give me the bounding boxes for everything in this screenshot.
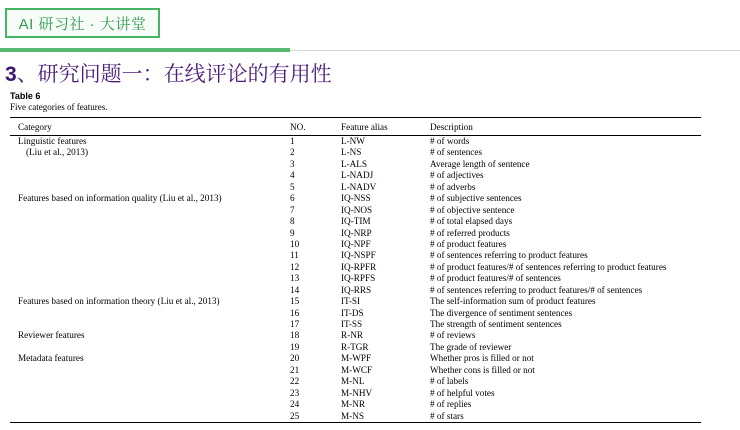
cell-category bbox=[10, 216, 290, 227]
table-row bbox=[10, 170, 701, 181]
page-title-number: 3 bbox=[5, 63, 17, 86]
cell-no: 14 bbox=[290, 284, 300, 295]
column-header-category: Category bbox=[10, 118, 290, 136]
cell-no: 7 bbox=[290, 204, 295, 215]
title-divider-accent bbox=[0, 48, 290, 52]
logo-badge bbox=[5, 8, 160, 38]
cell-description: # of product features/# of sentences referring to product features bbox=[430, 261, 667, 272]
cell-description: # of adjectives bbox=[430, 170, 484, 181]
cell-feature-alias: IQ-NOS bbox=[341, 204, 373, 215]
table-row bbox=[10, 193, 701, 204]
cell-no: 21 bbox=[290, 364, 300, 375]
cell-no: 6 bbox=[290, 193, 295, 204]
cell-feature-alias: IQ-NSPF bbox=[341, 250, 376, 261]
cell-category bbox=[10, 308, 290, 319]
cell-no: 22 bbox=[290, 376, 300, 387]
cell-description: # of helpful votes bbox=[430, 387, 495, 398]
cell-description: # of total elapsed days bbox=[430, 216, 513, 227]
cell-feature-alias: IT-SI bbox=[341, 296, 361, 307]
table-row bbox=[10, 296, 701, 307]
table-row bbox=[10, 159, 701, 170]
cell-category-continuation: (Liu et al., 2013) bbox=[26, 147, 88, 158]
cell-description: # of adverbs bbox=[430, 181, 476, 192]
cell-category bbox=[10, 228, 290, 239]
cell-no: 9 bbox=[290, 227, 295, 238]
table-caption-text: Five categories of features. bbox=[10, 102, 108, 112]
cell-no: 24 bbox=[290, 399, 300, 410]
cell-category bbox=[10, 170, 290, 181]
cell-no: 5 bbox=[290, 181, 295, 192]
cell-feature-alias: L-ALS bbox=[341, 158, 368, 169]
cell-no: 15 bbox=[290, 296, 300, 307]
table-caption bbox=[10, 91, 107, 113]
cell-no: 25 bbox=[290, 411, 341, 423]
page-title bbox=[5, 58, 332, 88]
column-header-no: NO. bbox=[290, 118, 341, 136]
table-row bbox=[10, 342, 701, 353]
cell-feature-alias: L-NADV bbox=[341, 181, 377, 192]
table-row bbox=[10, 136, 701, 148]
cell-feature-alias: M-NR bbox=[341, 399, 365, 410]
cell-feature-alias: L-NS bbox=[341, 147, 362, 158]
cell-feature-alias: IQ-NSS bbox=[341, 193, 371, 204]
table-row bbox=[10, 319, 701, 330]
cell-feature-alias: IT-DS bbox=[341, 307, 364, 318]
table-row bbox=[10, 182, 701, 193]
cell-description: # of reviews bbox=[430, 330, 476, 341]
cell-feature-alias: IQ-TIM bbox=[341, 216, 371, 227]
table-header-row bbox=[10, 118, 701, 136]
cell-category bbox=[10, 285, 290, 296]
table-row bbox=[10, 228, 701, 239]
cell-feature-alias: L-NW bbox=[341, 136, 365, 146]
table-row bbox=[10, 388, 701, 399]
table-row bbox=[10, 365, 701, 376]
cell-category: Reviewer features bbox=[18, 330, 85, 341]
table-label: Table 6 bbox=[10, 91, 41, 101]
cell-no: 20 bbox=[290, 353, 300, 364]
title-divider bbox=[0, 48, 740, 54]
cell-no: 23 bbox=[290, 387, 300, 398]
title-divider-line bbox=[290, 50, 740, 51]
cell-feature-alias: M-NHV bbox=[341, 387, 373, 398]
table-row bbox=[10, 308, 701, 319]
cell-no: 1 bbox=[290, 136, 295, 146]
cell-no: 18 bbox=[290, 330, 300, 341]
cell-category bbox=[10, 205, 290, 216]
cell-description: # of sentences referring to product features/# of sentences bbox=[430, 284, 643, 295]
table-row bbox=[10, 376, 701, 387]
table-row bbox=[10, 147, 701, 158]
cell-no: 16 bbox=[290, 307, 300, 318]
cell-category bbox=[10, 388, 290, 399]
cell-description: Whether pros is filled or not bbox=[430, 353, 534, 364]
table-row bbox=[10, 353, 701, 364]
cell-feature-alias: IQ-RPFS bbox=[341, 273, 376, 284]
cell-feature-alias: L-NADJ bbox=[341, 170, 374, 181]
cell-category bbox=[10, 250, 290, 261]
table-row bbox=[10, 239, 701, 250]
cell-no: 8 bbox=[290, 216, 295, 227]
cell-description: The self-information sum of product features bbox=[430, 296, 596, 307]
cell-category: Metadata features bbox=[18, 353, 84, 364]
table-body bbox=[10, 136, 701, 423]
cell-category bbox=[10, 342, 290, 353]
cell-description: # of product features/# of sentences bbox=[430, 273, 561, 284]
cell-no: 10 bbox=[290, 238, 300, 249]
cell-category bbox=[10, 365, 290, 376]
table-row bbox=[10, 330, 701, 341]
logo-text: AI 研习社 · 大讲堂 bbox=[18, 15, 147, 33]
cell-category: Linguistic features bbox=[18, 136, 87, 146]
table-row bbox=[10, 273, 701, 284]
cell-category bbox=[10, 262, 290, 273]
cell-description: # of labels bbox=[430, 376, 469, 387]
cell-description: The grade of reviewer bbox=[430, 341, 512, 352]
cell-feature-alias: IQ-NRP bbox=[341, 227, 372, 238]
cell-description: # of sentences referring to product features bbox=[430, 250, 588, 261]
cell-feature-alias: IT-SS bbox=[341, 319, 363, 329]
cell-description: # of sentences bbox=[430, 147, 483, 158]
cell-description: # of replies bbox=[430, 399, 472, 410]
column-header-description: Description bbox=[430, 118, 701, 136]
cell-category bbox=[10, 399, 290, 410]
cell-no: 17 bbox=[290, 319, 300, 329]
cell-category bbox=[10, 147, 290, 158]
cell-no: 11 bbox=[290, 250, 299, 261]
cell-feature-alias: R-NR bbox=[341, 330, 363, 341]
column-header-feature-alias: Feature alias bbox=[341, 118, 430, 136]
cell-no: 2 bbox=[290, 147, 295, 158]
cell-feature-alias: M-WCF bbox=[341, 364, 373, 375]
cell-feature-alias: M-WPF bbox=[341, 353, 372, 364]
cell-description: Average length of sentence bbox=[430, 158, 530, 169]
cell-category bbox=[10, 239, 290, 250]
table-row bbox=[10, 262, 701, 273]
cell-category: Features based on information quality (Liu et al., 2013) bbox=[18, 193, 222, 204]
cell-feature-alias: IQ-NPF bbox=[341, 238, 371, 249]
cell-description: # of objective sentence bbox=[430, 204, 515, 215]
cell-no: 19 bbox=[290, 341, 300, 352]
table-row bbox=[10, 250, 701, 261]
table-row bbox=[10, 399, 701, 410]
features-table bbox=[10, 117, 701, 423]
features-table-wrapper bbox=[10, 117, 701, 423]
table-row bbox=[10, 411, 701, 423]
table-row bbox=[10, 216, 701, 227]
cell-feature-alias: R-TGR bbox=[341, 341, 369, 352]
page-title-text: 、研究问题一：在线评论的有用性 bbox=[16, 63, 332, 86]
cell-description: # of product features bbox=[430, 238, 507, 249]
cell-category bbox=[10, 411, 290, 423]
cell-no: 3 bbox=[290, 158, 295, 169]
cell-description: The strength of sentiment sentences bbox=[430, 319, 562, 329]
table-row bbox=[10, 205, 701, 216]
cell-no: 12 bbox=[290, 261, 300, 272]
table-row bbox=[10, 285, 701, 296]
cell-description: The divergence of sentiment sentences bbox=[430, 307, 573, 318]
cell-feature-alias: M-NL bbox=[341, 376, 365, 387]
cell-category bbox=[10, 376, 290, 387]
cell-no: 13 bbox=[290, 273, 300, 284]
cell-feature-alias: IQ-RRS bbox=[341, 284, 372, 295]
cell-description: Whether cons is filled or not bbox=[430, 364, 535, 375]
cell-category bbox=[10, 182, 290, 193]
cell-category bbox=[10, 273, 290, 284]
cell-category bbox=[10, 319, 290, 330]
cell-category: Features based on information theory (Liu et al., 2013) bbox=[18, 296, 220, 307]
cell-feature-alias: M-NS bbox=[341, 411, 430, 423]
cell-category bbox=[10, 159, 290, 170]
cell-description: # of subjective sentences bbox=[430, 193, 522, 204]
cell-description: # of stars bbox=[430, 411, 701, 423]
cell-feature-alias: IQ-RPFR bbox=[341, 261, 377, 272]
cell-description: # of words bbox=[430, 136, 470, 146]
cell-no: 4 bbox=[290, 170, 295, 181]
cell-description: # of referred products bbox=[430, 227, 510, 238]
